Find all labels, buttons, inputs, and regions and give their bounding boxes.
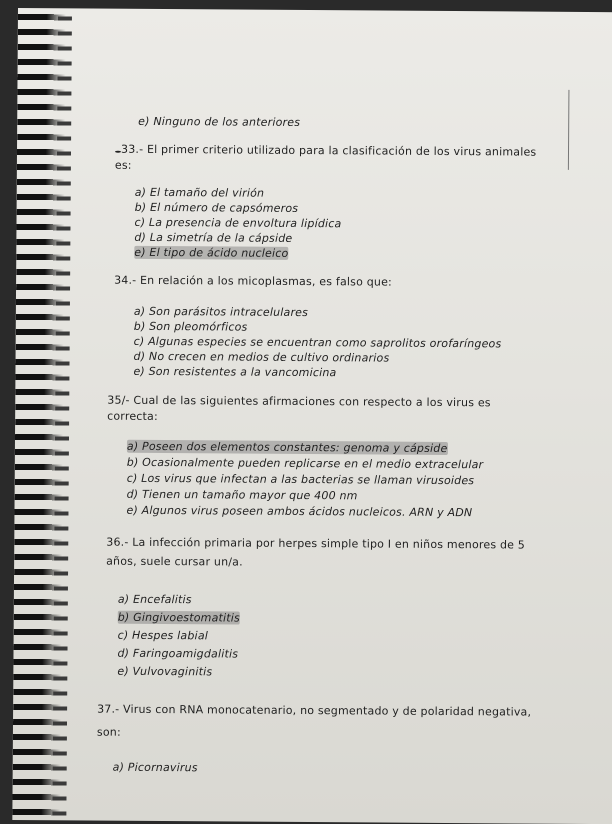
q34-option-b: b) Son pleomórficos <box>133 319 248 334</box>
q33-option-e: e) El tipo de ácido nucleico <box>134 245 289 260</box>
question-37-cont: son: <box>96 725 121 739</box>
q35-option-b: b) Ocasionalmente pueden replicarse en el medio extracelular <box>126 455 484 472</box>
question-36: 36.- La infección primaria por herpes simple tipo I en niños menores de 5 <box>106 535 526 552</box>
q34-option-c: c) Algunas especies se encuentran como saprolitos orofaríngeos <box>133 334 502 351</box>
q36-option-b: b) Gingivoestomatitis <box>117 610 241 625</box>
q35-option-d: d) Tienen un tamaño mayor que 400 nm <box>126 487 358 503</box>
q37-option-a: a) Picornavirus <box>112 760 198 775</box>
q33-option-d: d) La simetría de la cápside <box>134 230 293 245</box>
q36-option-e: e) Vulvovaginitis <box>117 664 213 679</box>
q34-option-a: a) Son parásitos intracelulares <box>133 304 309 320</box>
q36-option-c: c) Hespes labial <box>117 628 209 643</box>
question-33: 33.- El primer criterio utilizado para la clasificación de los virus animales <box>115 143 536 159</box>
question-33-cont: es: <box>114 158 132 172</box>
q36-option-d: d) Faringoamigdalitis <box>117 646 239 661</box>
q34-option-e: e) Son resistentes a la vancomicina <box>133 364 337 380</box>
question-35-cont: correcta: <box>107 409 158 423</box>
q32-option-e: e) Ninguno de los anteriores <box>138 114 301 129</box>
question-35: 35/- Cual de las siguientes afirmaciones con respecto a los virus es <box>107 393 491 410</box>
q35-option-e: e) Algunos virus poseen ambos ácidos nucleicos. ARN y ADN <box>126 503 473 520</box>
q33-option-b: b) El número de capsómeros <box>134 200 299 215</box>
q35-option-a: a) Poseen dos elementos constantes: genoma y cápside <box>126 439 448 456</box>
exam-page <box>12 8 612 824</box>
q34-option-d: d) No crecen en medios de cultivo ordinarios <box>133 349 390 365</box>
question-37: 37.- Virus con RNA monocatenario, no segmentado y de polaridad negativa, <box>97 702 532 719</box>
q33-option-a: a) El tamaño del virión <box>134 185 265 200</box>
question-34: 34.- En relación a los micoplasmas, es falso que: <box>114 273 393 289</box>
question-36-cont: años, suele cursar un/a. <box>106 554 243 569</box>
q33-option-c: c) La presencia de envoltura lipídica <box>134 215 342 231</box>
q35-option-c: c) Los virus que infectan a las bacterias se llaman virusoides <box>126 471 475 488</box>
margin-pen-line <box>568 90 570 170</box>
q36-option-a: a) Encefalitis <box>117 592 192 607</box>
